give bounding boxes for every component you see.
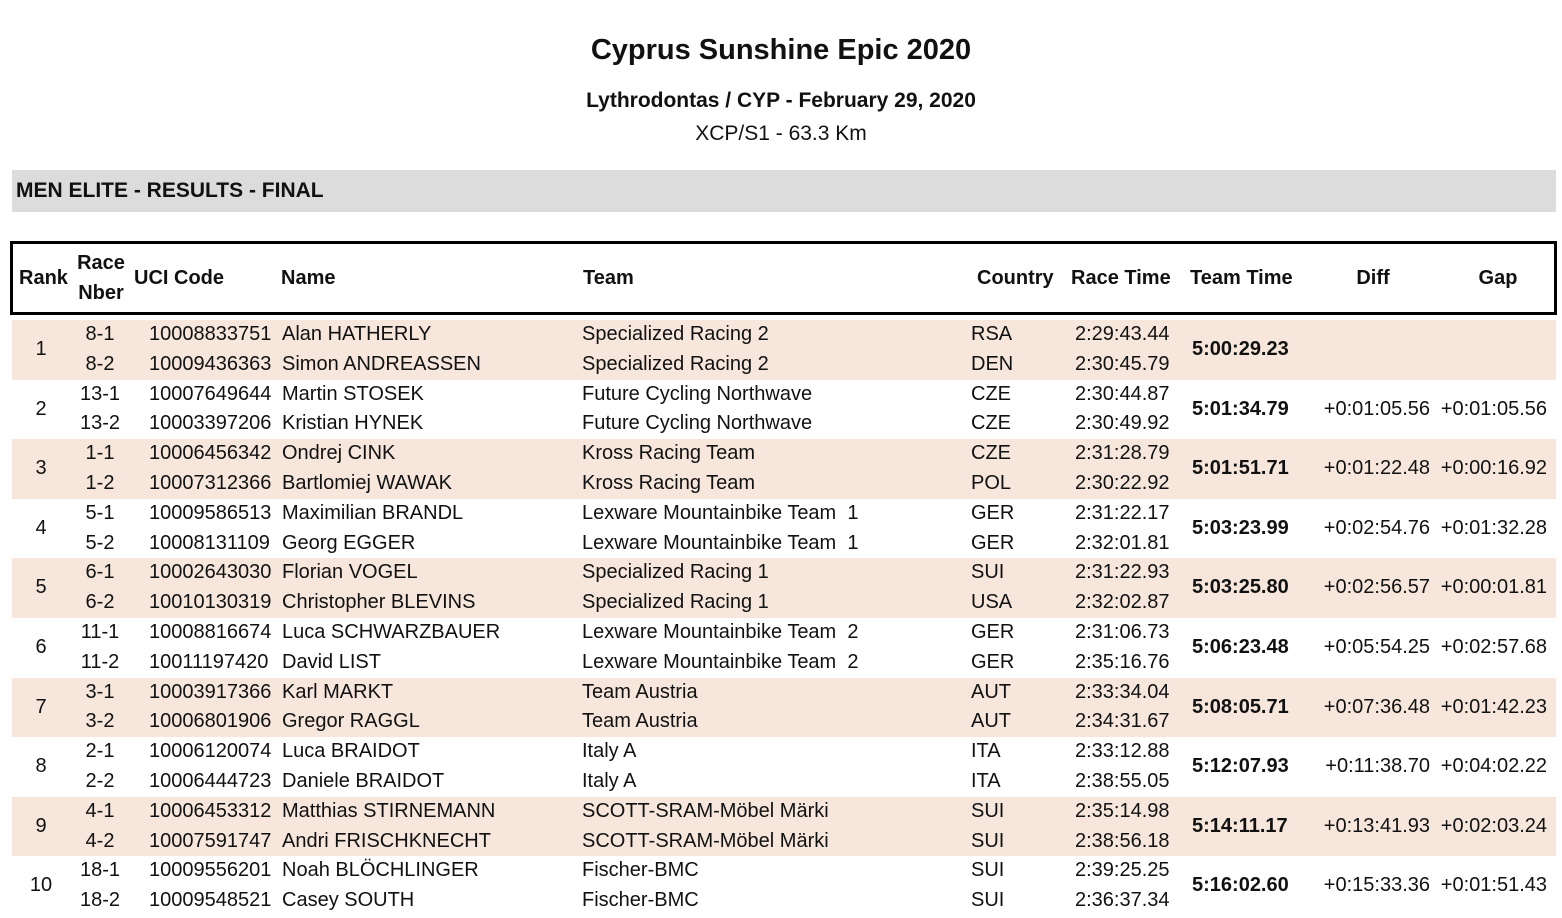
country-code: SUI <box>971 799 1005 822</box>
race-number: 1-1 <box>85 442 115 465</box>
race-number: 13-1 <box>79 382 121 405</box>
team-name: Fischer-BMC <box>582 889 699 912</box>
rider-name: Andri FRISCHKNECHT <box>282 829 491 852</box>
race-number: 6-1 <box>85 561 115 584</box>
team-time: 5:00:29.23 <box>1192 338 1289 360</box>
country-code: AUT <box>971 710 1011 733</box>
uci-code: 10009586513 <box>149 501 272 524</box>
race-number: 3-2 <box>85 710 115 733</box>
race-time: 2:31:22.93 <box>1075 561 1170 584</box>
race-time: 2:32:02.87 <box>1075 591 1170 614</box>
uci-code: 10003397206 <box>149 412 272 435</box>
race-number: 4-2 <box>85 829 115 852</box>
uci-code: 10010130319 <box>149 591 272 614</box>
result-group <box>12 558 1556 618</box>
race-time: 2:36:37.34 <box>1075 889 1170 912</box>
uci-code: 10008131109 <box>149 531 270 554</box>
gap-value: +0:00:16.92 <box>1440 457 1547 480</box>
team-name: SCOTT-SRAM-Möbel Märki <box>582 799 829 822</box>
team-name: Lexware Mountainbike Team 2 <box>582 620 859 643</box>
category-title: MEN ELITE - RESULTS - FINAL <box>16 179 324 202</box>
team-name: Future Cycling Northwave <box>582 412 813 435</box>
col-diff: Diff <box>1356 267 1390 289</box>
uci-code: 10011197420 <box>149 650 269 673</box>
race-time: 2:39:25.25 <box>1075 859 1170 882</box>
category-banner <box>12 170 1556 212</box>
country-code: GER <box>971 501 1015 524</box>
country-code: CZE <box>971 382 1011 405</box>
race-time: 2:34:31.67 <box>1075 710 1170 733</box>
race-time: 2:31:28.79 <box>1075 442 1170 465</box>
gap-value: +0:02:57.68 <box>1440 635 1547 658</box>
uci-code: 10008816674 <box>149 620 272 643</box>
race-number: 11-2 <box>80 650 120 673</box>
rank: 10 <box>29 874 53 897</box>
rider-name: Matthias STIRNEMANN <box>282 799 496 822</box>
uci-code: 10007312366 <box>149 471 272 494</box>
team-time: 5:03:25.80 <box>1192 576 1289 599</box>
team-name: Italy A <box>582 740 637 763</box>
uci-code: 10006456342 <box>149 442 272 465</box>
uci-code: 10009548521 <box>149 889 272 912</box>
team-name: Italy A <box>582 769 637 792</box>
team-time: 5:12:07.93 <box>1192 755 1289 778</box>
diff-value: +0:05:54.25 <box>1323 635 1430 658</box>
uci-code: 10007591747 <box>149 829 272 852</box>
result-group <box>12 797 1556 857</box>
diff-value: +0:02:54.76 <box>1323 516 1430 539</box>
race-number: 3-1 <box>85 680 115 703</box>
col-race-nber-line2: Nber <box>78 282 124 304</box>
diff-value: +0:01:05.56 <box>1323 397 1430 420</box>
race-number: 4-1 <box>85 799 115 822</box>
diff-value: +0:01:22.48 <box>1323 457 1430 480</box>
race-number: 5-1 <box>85 501 115 524</box>
country-code: SUI <box>971 829 1005 852</box>
team-name: Specialized Racing 2 <box>582 352 769 375</box>
diff-value: +0:07:36.48 <box>1323 695 1430 718</box>
race-time: 2:32:01.81 <box>1075 531 1170 554</box>
country-code: CZE <box>971 442 1011 465</box>
team-time: 5:16:02.60 <box>1192 874 1289 897</box>
diff-value: +0:13:41.93 <box>1323 814 1430 837</box>
country-code: SUI <box>971 561 1005 584</box>
gap-value: +0:04:02.22 <box>1440 755 1547 778</box>
uci-code: 10008833751 <box>149 323 272 345</box>
col-race-nber-line1: Race <box>77 252 125 274</box>
rider-name: Gregor RAGGL <box>282 710 420 733</box>
team-name: Specialized Racing 1 <box>582 591 769 614</box>
result-group <box>12 678 1556 738</box>
rank: 6 <box>35 635 47 658</box>
race-number: 8-1 <box>85 323 115 345</box>
col-race-time: Race Time <box>1071 267 1171 289</box>
team-name: Specialized Racing 1 <box>582 561 769 584</box>
race-time: 2:35:14.98 <box>1075 799 1170 822</box>
country-code: CZE <box>971 412 1011 435</box>
race-number: 1-2 <box>85 471 115 494</box>
team-name: Lexware Mountainbike Team 1 <box>582 501 859 524</box>
country-code: SUI <box>971 889 1005 912</box>
race-number: 5-2 <box>85 531 115 554</box>
gap-value: +0:01:32.28 <box>1440 516 1547 539</box>
gap-value: +0:01:42.23 <box>1440 695 1547 718</box>
result-group <box>12 737 1556 797</box>
country-code: GER <box>971 650 1015 673</box>
uci-code: 10009556201 <box>149 859 272 882</box>
result-group <box>12 499 1556 559</box>
result-group <box>12 618 1556 678</box>
team-time: 5:14:11.17 <box>1192 814 1288 837</box>
country-code: USA <box>971 591 1013 614</box>
team-name: Kross Racing Team <box>582 471 756 494</box>
race-time: 2:30:22.92 <box>1075 471 1170 494</box>
rank: 4 <box>35 516 47 539</box>
rider-name: Daniele BRAIDOT <box>282 769 445 792</box>
uci-code: 10002643030 <box>149 561 272 584</box>
results-table <box>12 320 1556 916</box>
gap-value <box>1432 320 1547 380</box>
uci-code: 10007649644 <box>149 382 272 405</box>
race-number: 11-1 <box>80 620 120 643</box>
race-time: 2:31:22.17 <box>1075 501 1170 524</box>
team-time: 5:03:23.99 <box>1192 516 1289 539</box>
team-time: 5:06:23.48 <box>1192 635 1289 658</box>
team-name: Future Cycling Northwave <box>582 382 813 405</box>
rider-name: Kristian HYNEK <box>282 412 424 435</box>
country-code: SUI <box>971 859 1005 882</box>
rider-name: Christopher BLEVINS <box>282 591 476 614</box>
col-gap: Gap <box>1478 267 1518 289</box>
col-uci-code: UCI Code <box>134 267 224 289</box>
country-code: POL <box>971 471 1012 494</box>
col-team-time: Team Time <box>1190 267 1293 289</box>
uci-code: 10006444723 <box>149 769 272 792</box>
rider-name: Georg EGGER <box>282 531 416 554</box>
gap-value: +0:00:01.81 <box>1440 576 1547 599</box>
uci-code: 10006120074 <box>149 740 272 763</box>
rider-name: Alan HATHERLY <box>282 323 432 345</box>
gap-value: +0:01:51.43 <box>1440 874 1547 897</box>
gap-value: +0:01:05.56 <box>1440 397 1547 420</box>
country-code: GER <box>971 531 1015 554</box>
uci-code: 10006453312 <box>149 799 272 822</box>
rider-name: Casey SOUTH <box>282 889 415 912</box>
race-number: 8-2 <box>85 352 115 375</box>
team-time: 5:08:05.71 <box>1192 695 1289 718</box>
rank: 1 <box>35 338 47 360</box>
race-time: 2:38:56.18 <box>1075 829 1170 852</box>
rider-name: Luca SCHWARZBAUER <box>282 620 501 643</box>
team-name: Lexware Mountainbike Team 1 <box>582 531 859 554</box>
rank: 9 <box>35 814 47 837</box>
race-number: 6-2 <box>85 591 115 614</box>
table-header <box>10 241 1557 315</box>
race-number: 2-1 <box>85 740 115 763</box>
race-time: 2:33:12.88 <box>1075 740 1170 763</box>
uci-code: 10009436363 <box>149 352 272 375</box>
rank: 5 <box>35 576 47 599</box>
team-name: Lexware Mountainbike Team 2 <box>582 650 859 673</box>
country-code: AUT <box>971 680 1011 703</box>
col-rank: Rank <box>19 267 68 289</box>
diff-value: +0:02:56.57 <box>1323 576 1430 599</box>
country-code: ITA <box>971 769 1001 792</box>
col-team: Team <box>583 267 634 289</box>
result-group <box>12 439 1556 499</box>
rider-name: Ondrej CINK <box>282 442 396 465</box>
race-number: 18-2 <box>79 889 121 912</box>
race-number: 18-1 <box>79 859 121 882</box>
rider-name: David LIST <box>282 650 381 673</box>
team-name: Fischer-BMC <box>582 859 699 882</box>
diff-value: +0:15:33.36 <box>1323 874 1430 897</box>
rider-name: Luca BRAIDOT <box>282 740 420 763</box>
result-group <box>12 380 1556 440</box>
race-time: 2:30:45.79 <box>1075 352 1170 375</box>
diff-value: +0:11:38.70 <box>1325 755 1430 778</box>
rider-name: Martin STOSEK <box>282 382 424 405</box>
race-time: 2:35:16.76 <box>1075 650 1170 673</box>
diff-value <box>1308 320 1430 380</box>
team-name: Specialized Racing 2 <box>582 323 769 345</box>
country-code: RSA <box>971 323 1013 345</box>
team-name: Kross Racing Team <box>582 442 756 465</box>
team-name: Team Austria <box>582 710 698 733</box>
col-name: Name <box>281 267 336 289</box>
race-time: 2:31:06.73 <box>1075 620 1170 643</box>
team-time: 5:01:34.79 <box>1192 397 1289 420</box>
rider-name: Bartlomiej WAWAK <box>282 471 453 494</box>
race-time: 2:30:44.87 <box>1075 382 1170 405</box>
rider-name: Karl MARKT <box>282 680 394 703</box>
rider-name: Simon ANDREASSEN <box>282 352 481 375</box>
race-number: 13-2 <box>79 412 121 435</box>
country-code: GER <box>971 620 1015 643</box>
country-code: ITA <box>971 740 1001 763</box>
stage-info: XCP/S1 - 63.3 Km <box>695 122 867 145</box>
country-code: DEN <box>971 352 1014 375</box>
rank: 7 <box>35 695 47 718</box>
rank: 2 <box>35 397 47 420</box>
document-title: Cyprus Sunshine Epic 2020 <box>590 34 972 66</box>
rank: 3 <box>35 457 47 480</box>
rank: 8 <box>35 755 47 778</box>
rider-name: Florian VOGEL <box>282 561 418 584</box>
uci-code: 10006801906 <box>149 710 272 733</box>
race-time: 2:33:34.04 <box>1075 680 1170 703</box>
team-name: SCOTT-SRAM-Möbel Märki <box>582 829 829 852</box>
result-group <box>12 856 1556 916</box>
uci-code: 10003917366 <box>149 680 272 703</box>
result-group <box>12 320 1556 380</box>
race-time: 2:29:43.44 <box>1075 323 1170 345</box>
race-number: 2-2 <box>85 769 115 792</box>
event-location-date: Lythrodontas / CYP - February 29, 2020 <box>586 89 976 112</box>
team-name: Team Austria <box>582 680 698 703</box>
gap-value: +0:02:03.24 <box>1440 814 1547 837</box>
rider-name: Noah BLÖCHLINGER <box>282 859 479 882</box>
race-time: 2:38:55.05 <box>1075 769 1170 792</box>
race-time: 2:30:49.92 <box>1075 412 1170 435</box>
col-country: Country <box>977 267 1054 289</box>
rider-name: Maximilian BRANDL <box>282 501 464 524</box>
team-time: 5:01:51.71 <box>1192 457 1289 480</box>
